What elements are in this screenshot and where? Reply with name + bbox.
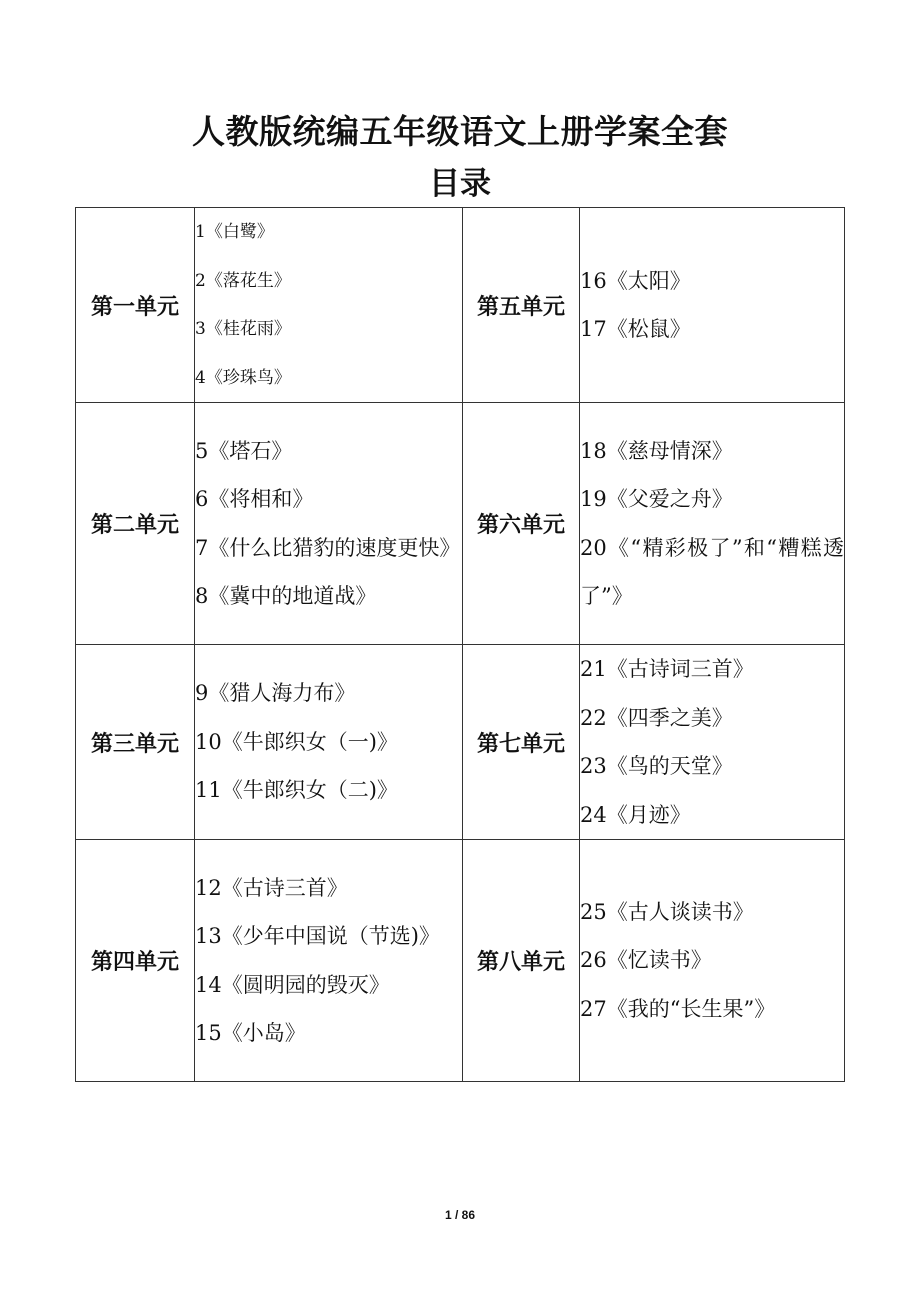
lesson-item: 17《松鼠》: [580, 317, 691, 341]
unit-7-label: 第七单元: [463, 645, 580, 840]
lesson-item: 19《父爱之舟》: [580, 487, 733, 511]
lesson-item: 15《小岛》: [195, 1021, 306, 1045]
lesson-item: 9《猎人海力布》: [195, 681, 356, 706]
unit-4-lessons: [195, 840, 463, 1082]
page-indicator: 1 / 86: [444, 1208, 476, 1222]
lesson-item: 21《古诗词三首》: [580, 657, 754, 681]
lesson-item: 11《牛郎织女（二)》: [195, 778, 398, 803]
lesson-item: 8《冀中的地道战》: [195, 584, 377, 608]
document-subtitle: 目录: [429, 166, 491, 202]
lesson-item: 12《古诗三首》: [195, 875, 348, 900]
lesson-item: 20《“精彩极了”和“糟糕透了”》: [580, 535, 844, 608]
lesson-item: 14《圆明园的毁灭》: [195, 972, 390, 997]
lesson-item: 22《四季之美》: [580, 705, 733, 730]
lesson-item: 13《少年中国说（节选)》: [195, 924, 440, 948]
lesson-item: 3《桂花雨》: [195, 319, 291, 339]
lesson-item: 10《牛郎织女（一)》: [195, 729, 398, 754]
unit-2-lessons: [195, 403, 463, 645]
unit-3-lessons: [195, 645, 463, 840]
unit-2-label: 第二单元: [76, 403, 195, 645]
lesson-item: 27《我的“长生果”》: [580, 996, 776, 1021]
lesson-item: 24《月迹》: [580, 802, 691, 827]
unit-5-lessons: [580, 208, 845, 403]
unit-5-label: 第五单元: [463, 208, 580, 403]
unit-1-lessons: [195, 208, 463, 403]
lesson-item: 7《什么比猎豹的速度更快》: [195, 535, 461, 560]
document-title: 人教版统编五年级语文上册学案全套: [192, 112, 728, 151]
table-row: [76, 645, 845, 840]
unit-1-label: 第一单元: [76, 208, 195, 403]
unit-6-label: 第六单元: [463, 403, 580, 645]
unit-6-lessons: [580, 403, 845, 645]
unit-8-label: 第八单元: [463, 840, 580, 1082]
lesson-item: 23《鸟的天堂》: [580, 754, 733, 778]
table-of-contents: [75, 207, 845, 1082]
table-row: [76, 840, 845, 1082]
unit-4-label: 第四单元: [76, 840, 195, 1082]
unit-7-lessons: [580, 645, 845, 840]
lesson-item: 2《落花生》: [195, 270, 291, 291]
lesson-item: 5《塔石》: [195, 438, 293, 463]
lesson-item: 26《忆读书》: [580, 948, 712, 973]
unit-3-label: 第三单元: [76, 645, 195, 840]
lesson-item: 6《将相和》: [195, 487, 314, 511]
lesson-item: 18《慈母情深》: [580, 438, 733, 463]
unit-8-lessons: [580, 840, 845, 1082]
lesson-item: 25《古人谈读书》: [580, 899, 754, 924]
lesson-item: 16《太阳》: [580, 268, 691, 293]
table-row: [76, 403, 845, 645]
lesson-item: 1《白鹭》: [195, 222, 274, 242]
lesson-item: 4《珍珠鸟》: [195, 367, 291, 388]
table-row: [76, 208, 845, 403]
